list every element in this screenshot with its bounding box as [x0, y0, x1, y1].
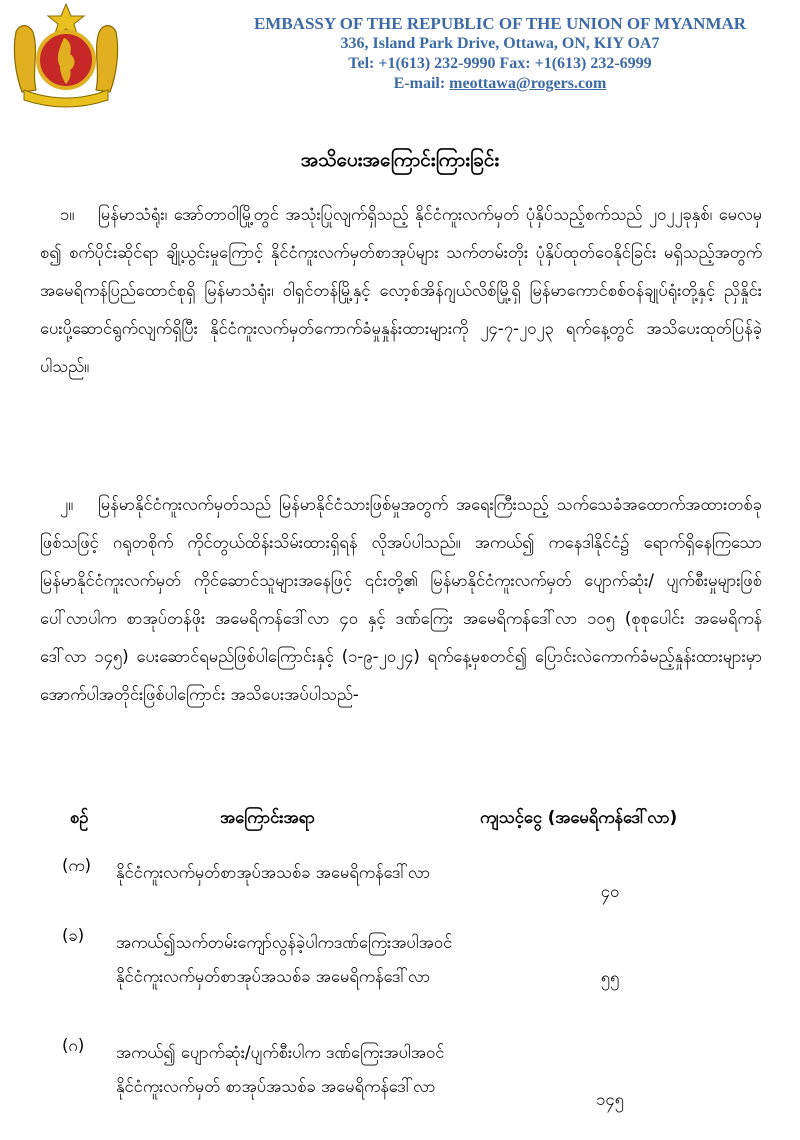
state-seal-icon — [10, 2, 122, 112]
row-amount: ၄၀ — [600, 882, 620, 901]
row-description: အကယ်၍သက်တမ်းကျော်လွန်ခဲ့ပါကဒဏ်ကြေးအပါအဝင် နိုင်ငံကူးလက်မှတ်စာအုပ်အသစ်ခ အမေရိကန်ဒေါ်လာ — [116, 933, 453, 986]
table-row — [40, 926, 762, 1030]
row-label: (က) — [62, 856, 92, 875]
paragraph-text: မြန်မာနိုင်ငံကူးလက်မှတ်သည် မြန်မာနိုင်ငံသားဖြစ်မှုအတွက် အရေးကြီးသည့် သက်သေခံအထောက်အထားတစ်ခုဖြစ်သဖြင့် ဂရုတစိုက် ကိုင်တွယ်ထိန်းသိမ်းထားရှိရန် လိုအပ်ပါသည်။ အကယ်၍ ကနေဒါနိုင်ငံ၌ ရောက်ရှိနေကြသော မြန်မာနိုင်ငံကူးလက်မှတ် ကိုင်ဆောင်သူများအနေဖြင့် ၎င်းတို့၏ မြန်မာနိုင်ငံကူးလက်မှတ် ပျောက်ဆုံး/ ပျက်စီးမှုများဖြစ်ပေါ်လာပါက စာအုပ်တန်ဖိုး အမေရိကန်ဒေါ်လာ ၄၀ နှင့် ဒဏ်ကြေး အမေရိကန်ဒေါ်လာ ၁၀၅ (စုစုပေါင်း အမေရိကန်ဒေါ်လာ ၁၄၅) ပေးဆောင်ရမည်ဖြစ်ပါကြောင်းနှင့် (၁-၉-၂၀၂၄) ရက်နေ့မှစတင်၍ ပြောင်းလဲကောက်ခံမည့်နှုန်းထားများမှာ အောက်ပါအတိုင်းဖြစ်ပါကြောင်း အသိပေးအပ်ပါသည်- — [40, 495, 762, 704]
header-amount: ကျသင့်ငွေ (အမေရိကန်ဒေါ်လာ) — [480, 808, 678, 827]
embassy-address: 336, Island Park Drive, Ottawa, ON, KIY OA7 — [340, 35, 660, 52]
paragraph-number: ၂။ — [60, 495, 74, 514]
row-amount: ၅၅ — [600, 968, 620, 987]
paragraph-number: ၁။ — [60, 205, 75, 224]
header-description: အကြောင်းအရာ — [220, 808, 315, 827]
embassy-header — [200, 14, 800, 94]
table-row — [40, 856, 762, 924]
email-link[interactable]: meottawa@rogers.com — [449, 75, 607, 92]
table-header — [40, 808, 762, 842]
embassy-name: EMBASSY OF THE REPUBLIC OF THE UNION OF MYANMAR — [253, 14, 747, 33]
row-label: (ခ) — [62, 926, 85, 945]
notice-title: အသိပေးအကြောင်းကြားခြင်း — [300, 149, 500, 171]
row-amount: ၁၄၅ — [596, 1090, 624, 1109]
row-description: နိုင်ငံကူးလက်မှတ်စာအုပ်အသစ်ခ အမေရိကန်ဒေါ်လာ — [116, 863, 431, 882]
header-serial: စဉ် — [70, 808, 89, 827]
paragraph-text: မြန်မာသံရုံး၊ အော်တာဝါမြို့တွင် အသုံးပြုလျက်ရှိသည့် နိုင်ငံကူးလက်မှတ် ပုံနှိပ်သည့်စက်သည် ၂၀၂၂ခုနှစ်၊ မေလမှစ၍ စက်ပိုင်းဆိုင်ရာ ချို့ယွင်းမှုကြောင့် နိုင်ငံကူးလက်မှတ်စာအုပ်များ သက်တမ်းတိုး ပုံနှိပ်ထုတ်ဝေနိုင်ခြင်း မရှိသည့်အတွက် အမေရိကန်ပြည်ထောင်စုရှိ မြန်မာသံရုံး၊ ဝါရှင်တန်မြို့နှင့် လော့စ်အိန်ဂျယ်လိစ်မြို့ရှိ မြန်မာကောင်စစ်ဝန်ချုပ်ရုံးတို့နှင့် ညှိနှိုင်းပေးပို့ဆောင်ရွက်လျက်ရှိပြီး နိုင်ငံကူးလက်မှတ်ကောက်ခံမှုနှုန်းထားများကို ၂၄-၇-၂၀၂၃ ရက်နေ့တွင် အသိပေးထုတ်ပြန်ခဲ့ပါသည်။ — [40, 205, 762, 376]
email-label: E-mail: — [393, 75, 450, 92]
paragraph-2 — [40, 486, 762, 714]
row-description: အကယ်၍ ပျောက်ဆုံး/ပျက်စီးပါက ဒဏ်ကြေးအပါအဝင် နိုင်ငံကူးလက်မှတ် စာအုပ်အသစ်ခ အမေရိကန်ဒေါ်လာ — [116, 1043, 445, 1096]
paragraph-1 — [40, 196, 762, 386]
table-row — [40, 1036, 762, 1140]
embassy-phone-fax: Tel: +1(613) 232-9990 Fax: +1(613) 232-6999 — [348, 55, 652, 72]
row-label: (ဂ) — [62, 1036, 85, 1055]
embassy-email-line — [200, 74, 800, 94]
